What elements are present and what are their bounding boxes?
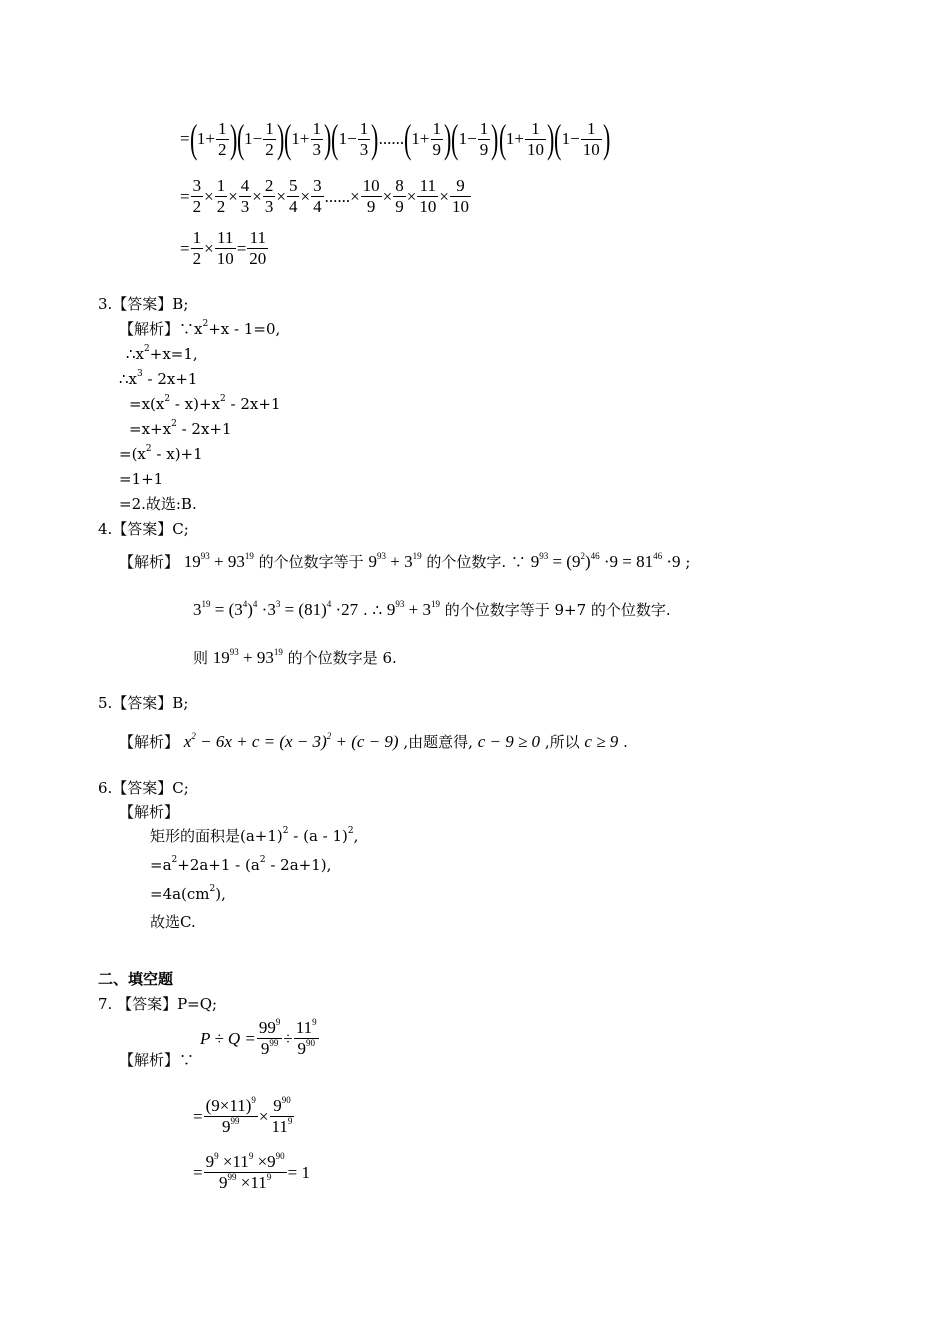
exponent: 4 [326,599,332,609]
numerator: 3 [192,176,202,195]
base: 9 [368,552,377,571]
minus-sign: − [347,129,357,148]
plus-sign: + [514,129,525,148]
exponent: 93 [395,599,405,609]
q3-answer: 3.【答案】B; [98,295,189,313]
q4-line-3 [193,648,397,668]
minus-sign: − [570,129,580,148]
denominator: 9 [366,197,376,216]
base: 93 [256,648,274,667]
exponent: 93 [376,551,386,561]
fraction [215,176,228,217]
one: 1 [458,129,468,148]
times-sign: × [300,186,311,206]
q3-line-3 [119,369,197,389]
q3-line-5 [129,419,232,439]
times-sign: × [204,186,214,206]
therefore-x: ∴x [126,345,145,363]
denominator: 2 [192,249,202,268]
q6-line-1 [150,826,358,846]
factor: ×11 [218,1152,249,1171]
plus-sign: + [385,552,405,571]
text: =a [150,856,172,874]
right-paren: ) [602,116,611,161]
expr-19-93 [213,648,283,667]
equals-sign: = [180,129,190,148]
numerator: 1 [479,118,489,138]
denominator: 20 [249,249,267,268]
exponent: 2 [171,419,177,429]
q6-analysis-label: 【解析】 [119,803,180,821]
left-paren: ( [236,116,245,161]
result: = 1 [287,1162,310,1182]
exponent: 3 [275,599,281,609]
minus-sign: − [252,129,263,148]
close-paren: ) [584,552,591,571]
numerator: 11 [247,228,268,249]
denominator: 9 [432,139,442,159]
exponent: 90 [305,1038,315,1048]
plus-sign: + [238,648,257,667]
numerator [294,1018,319,1039]
therefore-symbol: ∴ [372,601,383,619]
base: 9 [205,1152,215,1171]
exponent: 4 [242,599,248,609]
text: ,由题意得, [403,733,473,751]
exponent: 2 [202,319,209,329]
left-paren: ( [498,116,506,161]
fraction [525,119,546,160]
right-paren: ) [324,116,332,161]
fraction [204,1152,287,1193]
numerator: 1 [216,176,226,195]
expr-part: - x)+x [170,395,221,413]
exponent: 9 [266,1172,272,1182]
numerator: 1 [359,118,369,138]
equals-sign: = [236,238,247,258]
q3-line-2 [126,344,198,364]
text: 的个位数字等于 9+7 的个位数字. [444,601,671,619]
numerator: 4 [240,176,250,195]
q6-line-3 [150,884,226,904]
one: 1 [338,129,348,148]
numerator: 9 [450,176,471,197]
exponent: 2 [326,731,332,741]
denominator: 4 [313,197,322,216]
fraction [204,1096,258,1137]
exponent: 46 [590,551,600,561]
q3-analysis-line-1 [119,319,280,339]
numerator [204,1152,287,1173]
one: 1 [411,129,420,148]
exponent: 9 [275,1017,281,1027]
fraction [311,119,324,160]
expr-9-93 [531,552,681,571]
exponent: 99 [230,1116,240,1126]
expr-part: = (81) [280,600,327,619]
exponent: 2 [347,826,354,836]
fraction [358,119,371,160]
base: 3 [422,600,431,619]
fraction [581,119,602,160]
one: 1 [196,129,206,148]
q4-line-2 [193,600,671,620]
fraction [215,228,236,269]
numerator [270,1096,295,1117]
base: 9 [386,600,396,619]
text: ), [215,885,226,903]
q6-line-2 [150,855,331,875]
q7-line-1 [200,1018,320,1059]
base: 9 [260,1039,270,1058]
q3-line-7: =1+1 [119,470,164,488]
denominator: 2 [192,197,202,216]
term: x − 3 [285,732,322,751]
one: 1 [291,129,300,148]
divide-sign: ÷ [283,1028,293,1048]
denominator: 9 [395,197,404,216]
fraction [257,1018,283,1059]
q2-line-2 [180,176,472,217]
exponent: 9 [251,1095,256,1105]
denominator: 3 [264,197,274,216]
equals-sign: = [193,1162,203,1182]
times-sign: × [228,186,238,206]
q2-line-3 [180,228,269,269]
q7-line-2 [193,1096,295,1137]
base: 9 [222,1117,231,1136]
plus-sign: + [419,129,430,148]
denominator: 10 [527,139,545,159]
term: c − 9 [356,732,393,751]
text: 矩形的面积是(a+1) [150,827,283,845]
one: 1 [505,129,515,148]
denominator: 3 [359,139,369,159]
numerator: 3 [313,176,322,195]
text: - 2a+1), [265,856,332,874]
denominator [257,1039,283,1059]
exponent: 19 [244,551,254,561]
expr-part: − 6x + c = [195,732,280,751]
factor: ×9 [253,1152,276,1171]
exponent: 90 [275,1151,285,1161]
numerator: 11 [215,228,236,249]
denominator: 3 [312,139,322,159]
base: 9 [219,1173,228,1192]
exponent: 2 [171,855,178,865]
factor: ×11 [236,1173,267,1192]
base: 19 [212,648,230,667]
analysis-label: 【解析】 [119,553,180,571]
fraction [393,176,406,217]
plus-sign: + [209,552,228,571]
expr-part: =(x [119,445,146,463]
denominator: 3 [240,197,250,216]
plus-sign: + [404,600,423,619]
denominator: 2 [216,197,226,216]
denominator: 10 [451,197,469,216]
numerator: 1 [192,228,202,247]
expr-3-19 [193,600,358,619]
q2-line-1 [180,117,610,161]
q7-line-3 [193,1152,310,1193]
period: . [362,601,368,619]
exponent: 2 [282,826,289,836]
equation-rest: +x - 1=0, [208,320,281,338]
right-paren: ) [229,116,237,161]
times-sign: × [204,238,214,258]
expr-part: ·9 = 81 [599,552,654,571]
exponent: 19 [273,647,283,657]
fraction [294,1018,319,1059]
analysis-label: 【解析】 [119,320,180,338]
times-sign: × [439,186,449,206]
expr-part: = (9 [548,552,581,571]
left-paren: ( [451,116,459,161]
plus-sign: + [205,129,216,148]
expr-9-3 [368,552,421,571]
expr-part: - 2x+1 [176,420,232,438]
condition: c − 9 ≥ 0 [477,732,541,751]
exponent: 9 [312,1017,317,1027]
numerator [257,1018,283,1039]
q6-answer: 6.【答案】C; [98,779,189,797]
base: 11 [271,1117,288,1136]
exponent: 19 [430,599,440,609]
plus-sign: + [331,732,352,751]
equation-rest: +x=1, [149,345,198,363]
numerator: 1 [432,118,442,138]
exponent: 2 [580,551,585,561]
minus-sign: − [467,129,477,148]
base: 3 [193,600,202,619]
q6-line-4: 故选C. [150,913,196,931]
numerator: $(9\times 11)^9$ [205,1095,256,1115]
exponent: 2 [145,444,152,454]
close-paren: ) [247,600,253,619]
expr-part: ·27 [331,600,359,619]
exponent: 9 [248,1151,254,1161]
ellipsis: ...... [378,129,405,148]
times-sign: × [382,186,393,206]
denominator: 10 [216,249,234,268]
period: . [623,733,628,751]
expr-part: - x)+1 [151,445,203,463]
exponent: 46 [653,551,663,561]
numerator: 1 [218,118,227,138]
denominator [204,1117,258,1137]
exponent: 2 [164,394,171,404]
q3-line-6 [119,444,203,464]
equation-rest: - 2x+1 [142,370,198,388]
fraction [263,176,276,217]
analysis-label: 【解析】 [119,733,180,751]
fraction [450,176,471,217]
fraction [431,119,444,160]
right-paren: ) [276,116,285,161]
plus-sign: + [299,129,310,148]
fraction [247,228,268,269]
base: 9 [273,1096,282,1115]
denominator: 4 [288,197,298,216]
left-paren: ( [331,116,339,161]
fraction [311,176,324,217]
expr-part: ·3 [257,600,276,619]
semicolon: ; [685,553,691,571]
text: =4a(cm [150,885,210,903]
text: 的个位数字. [426,553,507,571]
times-sign: × [276,186,286,206]
one: 1 [244,129,253,148]
because-symbol: ∵ [510,553,526,571]
result: c ≥ 9 [584,732,619,751]
fraction [287,176,300,217]
exponent: 2 [191,731,196,741]
denominator: 10 [582,139,600,159]
fraction [216,119,229,160]
numerator: 10 [362,176,380,195]
equals-sign: = [180,238,190,258]
text: , [353,827,359,845]
numerator: 1 [581,119,602,140]
q3-line-8: =2.故选:B. [119,495,197,513]
numerator: 2 [264,176,274,195]
q3-line-4 [129,394,281,414]
exponent: 4 [252,599,258,609]
text: 则 [193,649,209,667]
equals-sign: = [180,186,190,206]
numerator: 1 [525,119,546,140]
denominator: 2 [218,139,227,159]
exponent: 9 [214,1151,219,1161]
denominator: 2 [265,139,274,159]
exponent: 2 [144,344,150,354]
q4-answer: 4.【答案】C; [98,520,189,538]
right-paren: ) [547,116,555,161]
exponent: 3 [137,369,143,379]
base: 19 [183,552,201,571]
exponent: 2 [209,884,216,894]
q7-answer: 7. 【答案】P=Q; [98,995,218,1013]
left-paren: ( [284,116,292,161]
therefore-x: ∴x [119,370,138,388]
numerator: 8 [395,176,404,195]
text: +2a+1 - (a [177,856,260,874]
expr-19-93 [184,552,254,571]
because-x: ∵x [179,320,203,338]
times-sign: × [406,186,417,206]
denominator [204,1173,287,1193]
equals-sign: = [193,1106,203,1126]
q7-analysis-label: 【解析】∵ [119,1051,195,1069]
exponent: 93 [539,551,549,561]
expr-part: - 2x+1 [225,395,281,413]
numerator: 11 [417,176,438,197]
exponent: 99 [227,1172,237,1182]
fraction [263,119,276,160]
text: 的个位数字等于 [258,553,364,571]
expr-part: =x(x [129,395,165,413]
expr-part: P ÷ Q = [200,1028,256,1048]
right-paren: ) [491,116,499,161]
base: 93 [227,552,245,571]
fraction [191,228,204,269]
fraction [361,176,382,217]
denominator [294,1039,319,1059]
left-paren: ( [554,116,562,161]
fraction [270,1096,295,1137]
one: 1 [561,129,571,148]
q4-line-1 [119,552,690,572]
times-sign: × [258,1106,269,1126]
expr-9-3 [387,600,440,619]
var-x: x [183,732,192,751]
text: ,所以 [544,733,580,751]
exponent: 2 [259,855,266,865]
fraction [239,176,252,217]
product: 9×11 [211,1096,246,1115]
q5-line-1 [119,732,628,752]
numerator: 1 [265,118,274,138]
left-paren: ( [189,116,197,161]
numerator: 5 [288,176,298,195]
exponent: 99 [269,1038,279,1048]
numerator: 1 [312,118,322,138]
expr-part: ·9 [662,552,681,571]
base: 99 [258,1018,276,1037]
right-paren: ) [444,116,452,161]
exponent: 93 [200,551,210,561]
exponent: 9 [287,1116,293,1126]
ellipsis: ......× [324,186,360,206]
expr-part: = (3 [210,600,243,619]
base: 11 [295,1018,313,1037]
times-sign: × [252,186,262,206]
q5-answer: 5.【答案】B; [98,694,189,712]
denominator: 9 [479,139,489,159]
fraction [478,119,491,160]
section-title: 二、填空题 [98,970,174,988]
equation: $x^2 - 6x + c = (x - 3)^2 + (c - 9)$ [183,731,399,751]
text: - (a - 1) [288,827,348,845]
exponent: 93 [229,647,239,657]
exponent: 19 [412,551,422,561]
fraction [417,176,438,217]
denominator: 10 [419,197,437,216]
exponent: 19 [201,599,211,609]
base: 9 [297,1039,306,1058]
base: 3 [404,552,413,571]
exponent: 90 [281,1095,291,1105]
right-paren: ) [371,116,379,161]
left-paren: ( [404,116,412,161]
base: 9 [530,552,540,571]
exponent: 2 [220,394,226,404]
fraction [191,176,204,217]
denominator [270,1117,295,1137]
expr-part: =x+x [129,420,172,438]
text: 的个位数字是 6. [287,649,397,667]
